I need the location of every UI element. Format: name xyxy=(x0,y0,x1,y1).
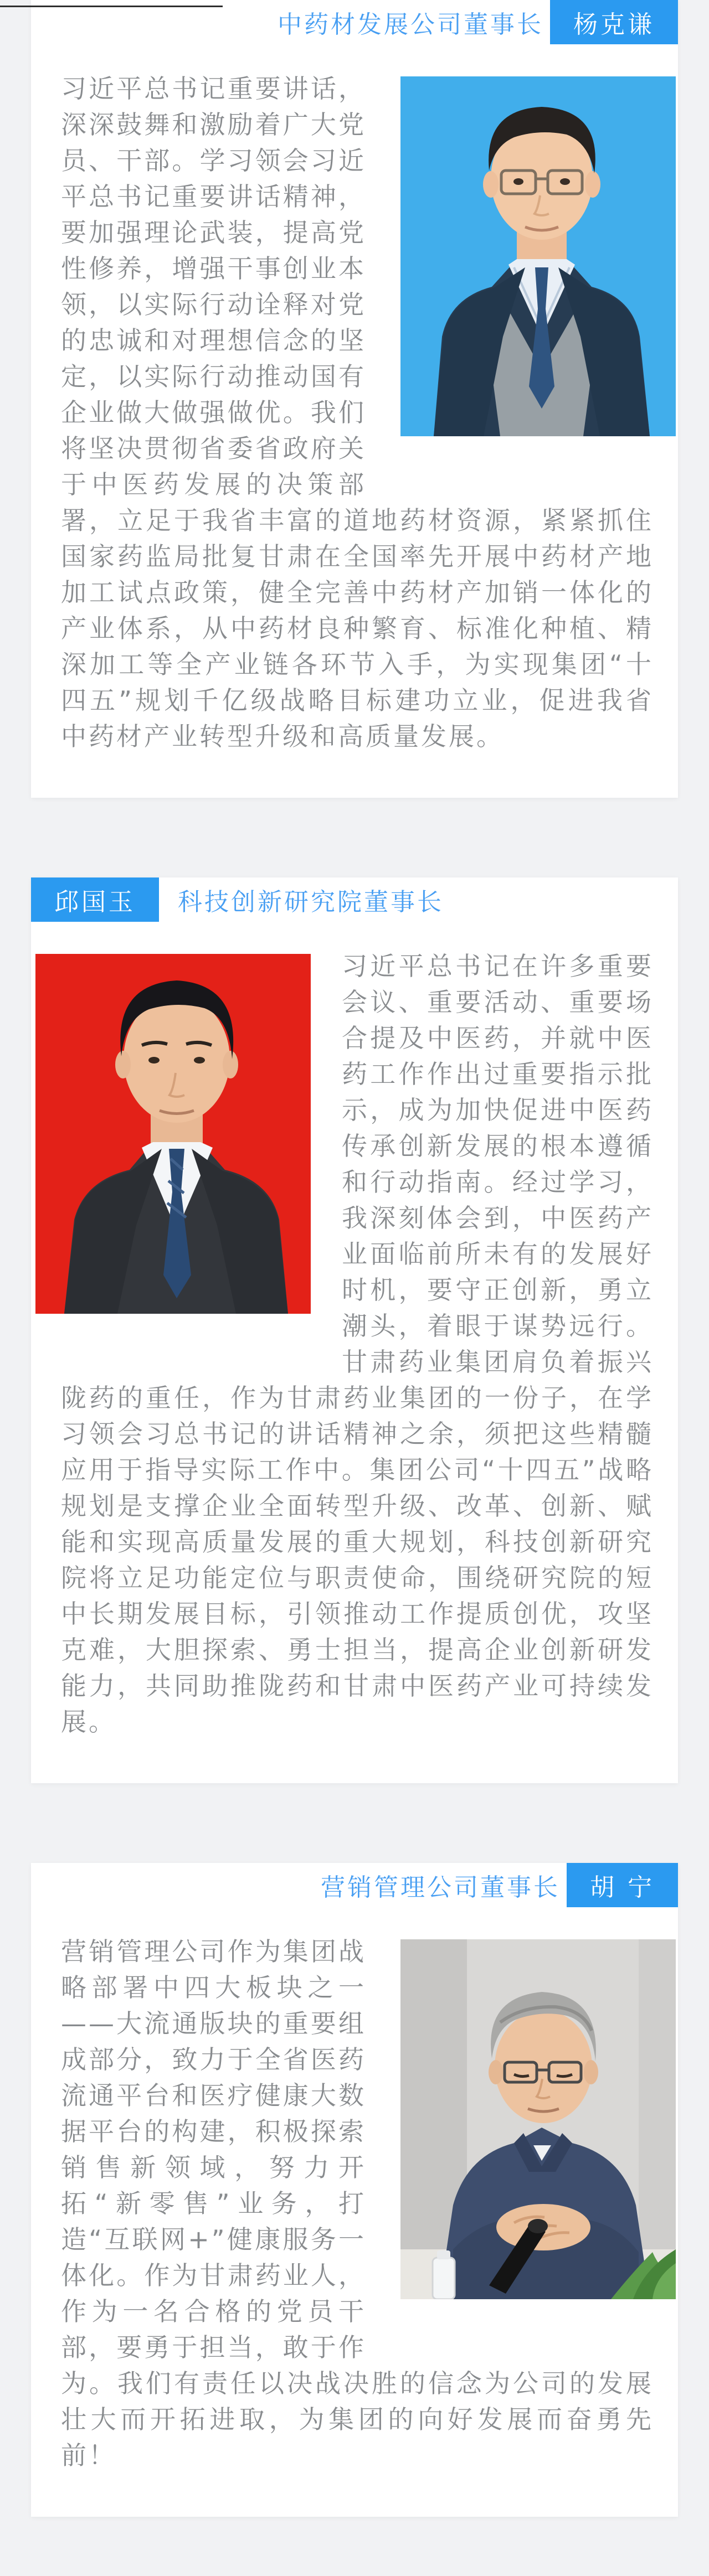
leader-card-yang-keqian xyxy=(31,0,678,798)
leader-remarks-text: 习近平总书记在许多重要会议、重要活动、重要场合提及中医药，并就中医药工作作出过重要指示批示，成为加快促进中医药传承创新发展的根本遵循和行动指南。经过学习，我深刻体会到，中医药产业面临前所未有的发展好时机，要守正创新，勇立潮头，着眼于谋势远行。甘肃药业集团肩负着振兴陇药的重任，作为甘肃药业集团的一份子，在学习领会习总书记的讲话精神之余，须把这些精髓应用于指导实际工作中。集团公司“十四五”战略规划是支撑企业全面转型升级、改革、创新、赋能和实现高质量发展的重大规划，科技创新研究院将立足功能定位与职责使命，围绕研究院的短中长期发展目标，引领推动工作提质创优，攻坚克难，大胆探索、勇士担当，提高企业创新研发能力，共同助推陇药和甘肃中医药产业可持续发展。 xyxy=(61,948,654,1740)
blue-id-photo-illustration xyxy=(400,76,676,436)
card-body xyxy=(31,71,678,798)
portrait-photo-qiu-guoyu[interactable] xyxy=(35,954,311,1314)
card-body xyxy=(31,948,678,1783)
leader-remarks-text: 营销管理公司作为集团战略部署中四大板块之一——大流通版块的重要组成部分，致力于全省医药流通平台和医疗健康大数据平台的构建，积极探索销售新领域，努力开拓“新零售”业务，打造“互联网+”健康服务一体化。作为甘肃药业人，作为一名合格的党员干部，要勇于担当，敢于作为。我们有责任以决战决胜的信念为公司的发展壮大而开拓进取，为集团的向好发展而奋勇先前！ xyxy=(61,1934,654,2474)
role-title: 科技创新研究院董事长 xyxy=(178,888,444,916)
leader-card-hu-ning xyxy=(31,1863,678,2517)
leader-card-qiu-guoyu xyxy=(31,877,678,1783)
red-id-photo-illustration xyxy=(35,954,311,1314)
portrait-photo-yang-keqian[interactable] xyxy=(400,76,676,436)
name-badge: 杨克谦 xyxy=(550,0,678,44)
name-badge: 邱国玉 xyxy=(31,877,159,922)
role-title: 中药材发展公司董事长 xyxy=(278,11,543,39)
leader-remarks-text: 习近平总书记重要讲话，深深鼓舞和激励着广大党员、干部。学习领会习近平总书记重要讲话精神，要加强理论武装，提高党性修养，增强干事创业本领，以实际行动诠释对党的忠诚和对理想信念的坚定，以实际行动推动国有企业做大做强做优。我们将坚决贯彻省委省政府关于中医药发展的决策部署，立足于我省丰富的道地药材资源，紧紧抓住国家药监局批复甘肃在全国率先开展中药材产地加工试点政策，健全完善中药材产加销一体化的产业体系，从中药材良种繁育、标准化种植、精深加工等全产业链各环节入手，为实现集团“十四五”规划千亿级战略目标建功立业，促进我省中药材产业转型升级和高质量发展。 xyxy=(61,71,654,755)
card-header xyxy=(31,1863,678,1907)
top-edge-divider-artifact xyxy=(0,6,223,7)
role-title: 营销管理公司董事长 xyxy=(321,1873,560,1902)
card-body xyxy=(31,1934,678,2517)
name-badge: 胡 宁 xyxy=(567,1863,678,1907)
card-header xyxy=(31,877,678,922)
meeting-candid-photo-illustration xyxy=(400,1939,676,2299)
meeting-photo-hu-ning[interactable] xyxy=(400,1939,676,2299)
